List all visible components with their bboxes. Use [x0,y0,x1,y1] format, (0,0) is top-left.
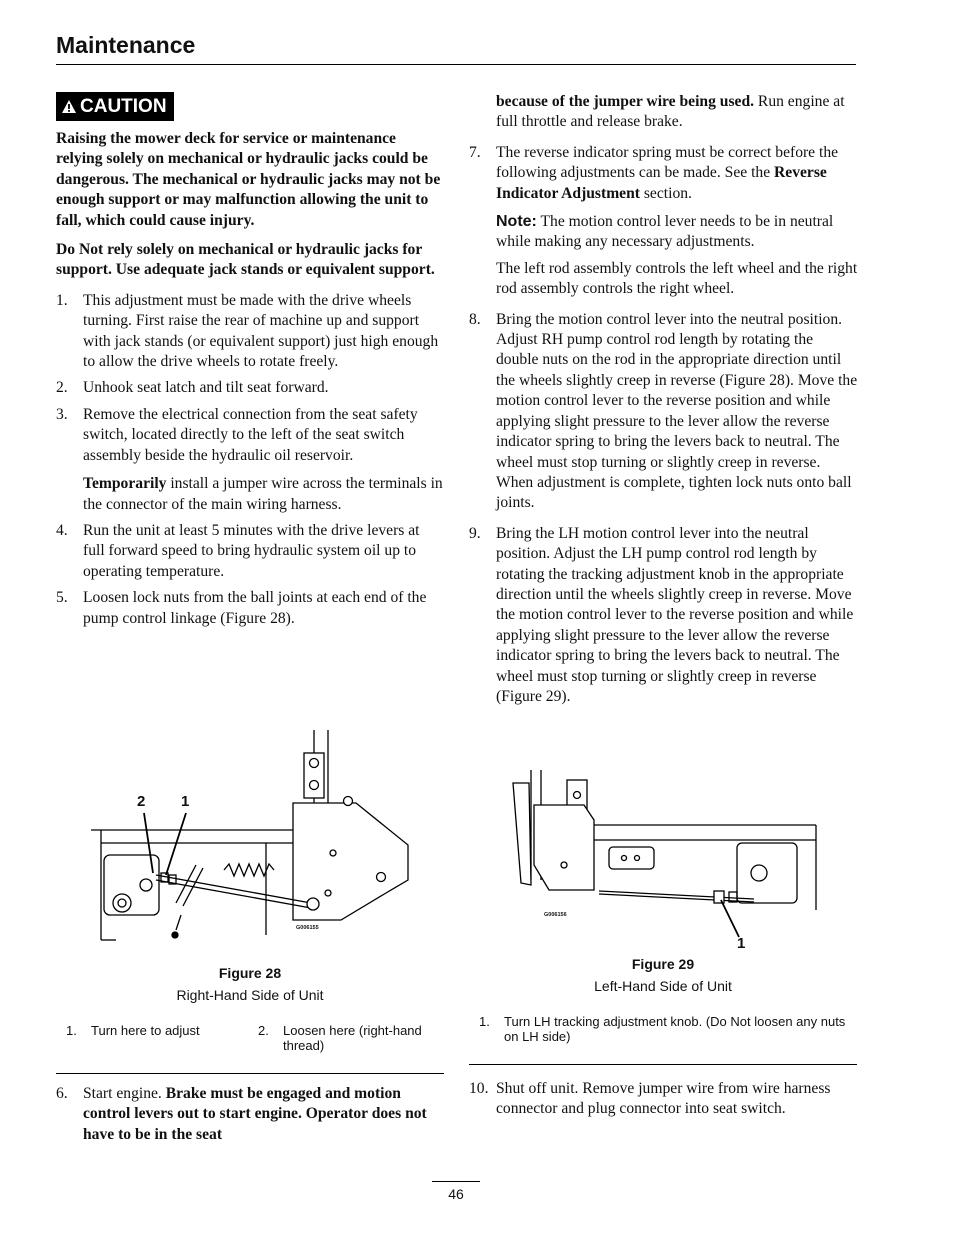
figure-28-illustration [56,725,444,965]
step-text-container [83,1084,444,1145]
step-1 [56,291,444,373]
step-number: 9. [469,524,481,542]
step-text-container [496,143,859,204]
step-text: Run engine at full throttle and release brake. [496,93,845,131]
step-text: This adjustment must be made with the drive wheels turning. First raise the rear of machine up and support with jack stands (or equivalent support) just high enough to allow the drive wheels to rotate freely. [83,291,439,371]
page-number: 46 [448,1186,464,1202]
legend-number: 2. [258,1023,269,1038]
step-6-continued [496,92,859,133]
figure-caption-text: Left-Hand Side of Unit [594,978,732,994]
callout-1: 1 [181,793,190,810]
step-6 [56,1084,444,1145]
step-text: The reverse indicator spring must be correct before the following adjustments can be made. See the [496,143,839,182]
step-text: Bring the LH motion control lever into the neutral position. Adjust the LH pump control rod length by rotating the tracking adjustment knob in the appropriate direction until the wheels slightly creep in reverse. Move the motion control lever to the reverse position and while applying slight pressure to the lever allow the reverse indicator spring to bring the levers back to neutral. The wheel must stop turning or slightly creep in reverse (Figure 29). [496,524,854,705]
figure-code: G006155 [296,925,319,931]
step-number: 2. [56,379,68,397]
step-text: section. [639,184,692,202]
left-column [56,92,444,629]
step-3-subparagraph [83,474,444,515]
warning-triangle-icon [61,99,77,114]
legend-text: Turn here to adjust [91,1023,200,1038]
step-9 [469,524,859,708]
step-text: Loosen lock nuts from the ball joints at each end of the pump control linkage (Figure 28). [83,589,427,627]
step-text: Bring the motion control lever into the neutral position. Adjust RH pump control rod length by rotating the double nuts on the rod in the appropriate direction until the wheels slightly creep in reverse (Figure 28). Move the motion control lever to the reverse position and while applying slight pressure to the lever allow the reverse indicator spring to bring the levers back to neutral. The wheel must stop turning or slightly creep in reverse. When adjustment is complete, tighten lock nuts onto ball joints. [496,310,858,512]
emphasis-text: because of the jumper wire being used. [496,93,755,110]
figure-code: G006156 [544,912,567,918]
figure-29-illustration [469,765,857,965]
step-number: 10. [469,1080,489,1097]
step-number: 6. [56,1085,68,1102]
caution-warning-2: Do Not rely solely on mechanical or hydraulic jacks for support. Use adequate jack stands or equivalent support. [56,241,435,279]
step-text: Remove the electrical connection from the seat safety switch, located directly to the left of the seat switch assembly beside the hydraulic oil reservoir. [83,405,418,464]
callout-1: 1 [737,935,746,952]
note-label: Note: [496,213,537,231]
step-number: 5. [56,589,68,607]
figure-29-divider [469,1064,857,1065]
note [496,212,859,253]
figure-29-caption [469,954,857,997]
step-number: 4. [56,521,68,539]
legend-text: Loosen here (right-hand thread) [283,1023,422,1053]
step-text: Start engine. [83,1085,166,1102]
header-divider [56,64,856,65]
caution-warning-1: Raising the mower deck for service or maintenance relying solely on mechanical or hydraulic jacks could be dangerous. The mechanical or hydraulic jacks may not be enough support or may malfunction allowing the unit to fall, which could cause injury. [56,130,441,229]
figure-label: Figure 28 [218,965,282,981]
legend-item-2 [258,1023,444,1053]
step-5 [56,588,444,629]
step-number: 1. [56,291,68,309]
step-7-subparagraph: The left rod assembly controls the left wheel and the right rod assembly controls the right wheel. [496,259,858,298]
step-3 [56,405,444,466]
legend-item-1 [479,1014,857,1044]
step-number: 8. [469,310,481,328]
figure-28-divider [56,1073,444,1074]
emphasis-text: Temporarily [83,475,167,493]
step-text: Unhook seat latch and tilt seat forward. [83,379,329,397]
figure-28-caption [56,963,444,1006]
legend-item-1 [66,1023,246,1038]
figure-caption-text: Right-Hand Side of Unit [176,987,324,1003]
step-number: 7. [469,143,481,161]
caution-label: CAUTION [80,96,167,117]
figure-label: Figure 29 [631,956,695,972]
step-8 [469,310,859,514]
page-title: Maintenance [56,32,196,58]
note-text: The motion control lever needs to be in neutral while making any necessary adjustments. [496,213,834,251]
step-number: 3. [56,405,68,423]
step-text: install a jumper wire across the terminals in the connector of the main wiring harness. [83,475,443,513]
section-reference: Reverse Indicator Adjustment [496,164,827,202]
step-10 [469,1079,859,1120]
step-text: Run the unit at least 5 minutes with the drive levers at full forward speed to bring hydraulic system oil up to operating temperature. [83,521,420,580]
step-text: Shut off unit. Remove jumper wire from wire harness connector and plug connector into seat switch. [496,1080,831,1118]
step-7 [469,143,859,204]
step-2 [56,378,444,398]
page-number-rule [432,1181,480,1182]
legend-number: 1. [66,1023,77,1038]
legend-text: Turn LH tracking adjustment knob. (Do Not loosen any nuts on LH side) [504,1014,846,1044]
legend-number: 1. [479,1014,490,1029]
right-column [469,92,859,707]
callout-2: 2 [137,793,146,810]
caution-badge [56,92,174,121]
figure-29 [469,765,857,1070]
emphasis-text: Brake must be engaged and motion control levers out to start engine. Operator does not have to be in the seat [83,1085,427,1143]
figure-28 [56,725,444,1075]
step-4 [56,521,444,582]
